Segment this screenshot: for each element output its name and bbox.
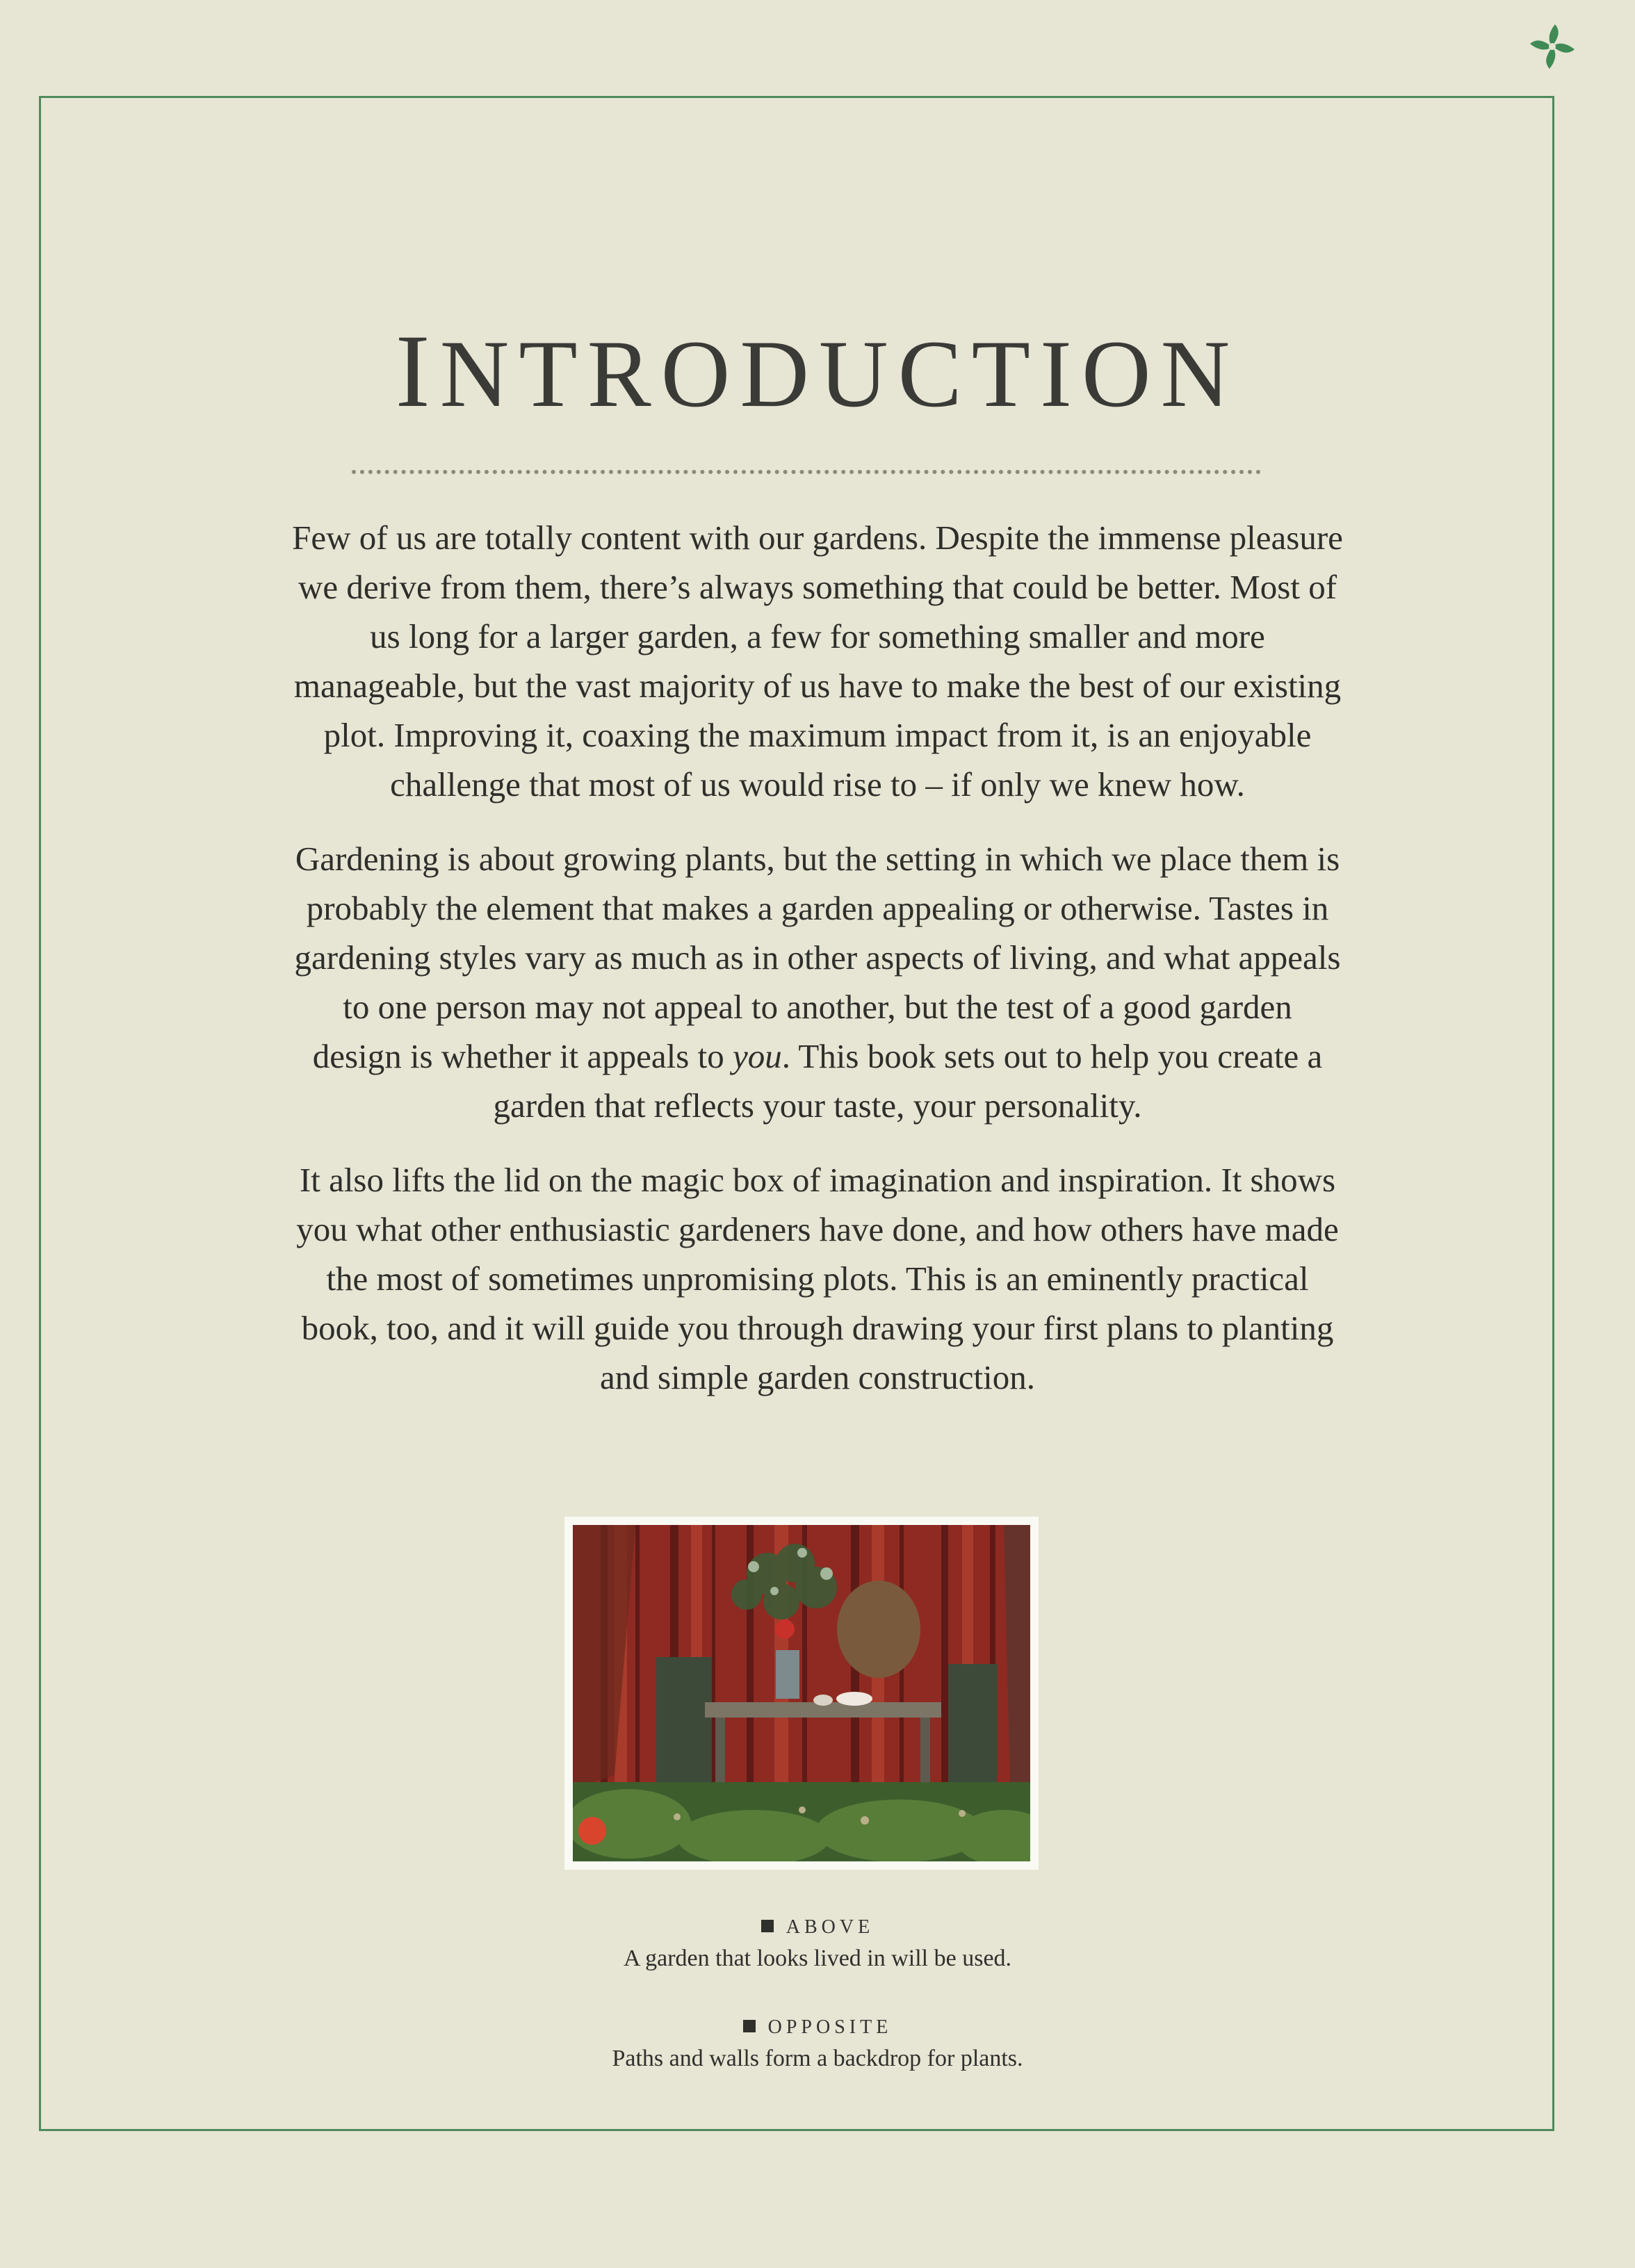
paragraph-line: Few of us are totally content with our gardens. Despite the immense pleasure [292,519,1343,557]
caption-above [0,1916,1635,1972]
paragraph-1 [174,513,1461,809]
title-initial: I [395,313,440,429]
square-bullet-icon [743,2020,756,2032]
leaf-ornament-icon [1527,21,1578,72]
paragraph-line: plot. Improving it, coaxing the maximum impact from it, is an enjoyable [323,716,1312,754]
paragraph-3 [174,1155,1461,1402]
italic-emphasis: you [732,1037,782,1075]
caption-text: A garden that looks lived in will be used. [623,1945,1012,1971]
page-title [0,311,1635,431]
garden-photo [564,1517,1039,1870]
paragraph-line: to one person may not appeal to another, but the test of a good garden [343,988,1292,1026]
paragraph-line: you what other enthusiastic gardeners have done, and how others have made [296,1210,1339,1248]
caption-label: ABOVE [786,1916,875,1938]
title-rest: NTRODUCTION [439,320,1240,427]
paragraph-line: book, too, and it will guide you through drawing your first plans to planting [301,1309,1334,1347]
paragraph-line: we derive from them, there’s always something that could be better. Most of [298,568,1337,606]
paragraph-line: garden that reflects your taste, your personality. [493,1086,1142,1125]
paragraph-line: us long for a larger garden, a few for something smaller and more [370,617,1265,655]
paragraph-line: manageable, but the vast majority of us have to make the best of our existing [293,667,1342,705]
paragraph-line-start: design is whether it appeals to [312,1037,733,1075]
title-dotted-rule [352,470,1261,474]
paragraph-line: the most of sometimes unpromising plots. This is an eminently practical [326,1259,1309,1298]
body-text [174,513,1461,1427]
paragraph-line: Gardening is about growing plants, but the setting in which we place them is [295,840,1340,878]
paragraph-line: probably the element that makes a garden appealing or otherwise. Tastes in [306,889,1329,927]
paragraph-line-end: . This book sets out to help you create a [781,1037,1323,1075]
square-bullet-icon [761,1920,774,1932]
caption-text: Paths and walls form a backdrop for plants. [612,2046,1023,2071]
caption-label: OPPOSITE [767,2016,893,2038]
caption-opposite [0,2016,1635,2072]
paragraph-line: It also lifts the lid on the magic box of imagination and inspiration. It shows [299,1161,1336,1199]
paragraph-line: challenge that most of us would rise to – if only we knew how. [390,765,1245,803]
paragraph-line: and simple garden construction. [600,1358,1035,1396]
garden-photo-illustration [573,1525,1030,1861]
paragraph-2 [174,834,1461,1130]
paragraph-line: gardening styles vary as much as in other aspects of living, and what appeals [294,938,1341,977]
